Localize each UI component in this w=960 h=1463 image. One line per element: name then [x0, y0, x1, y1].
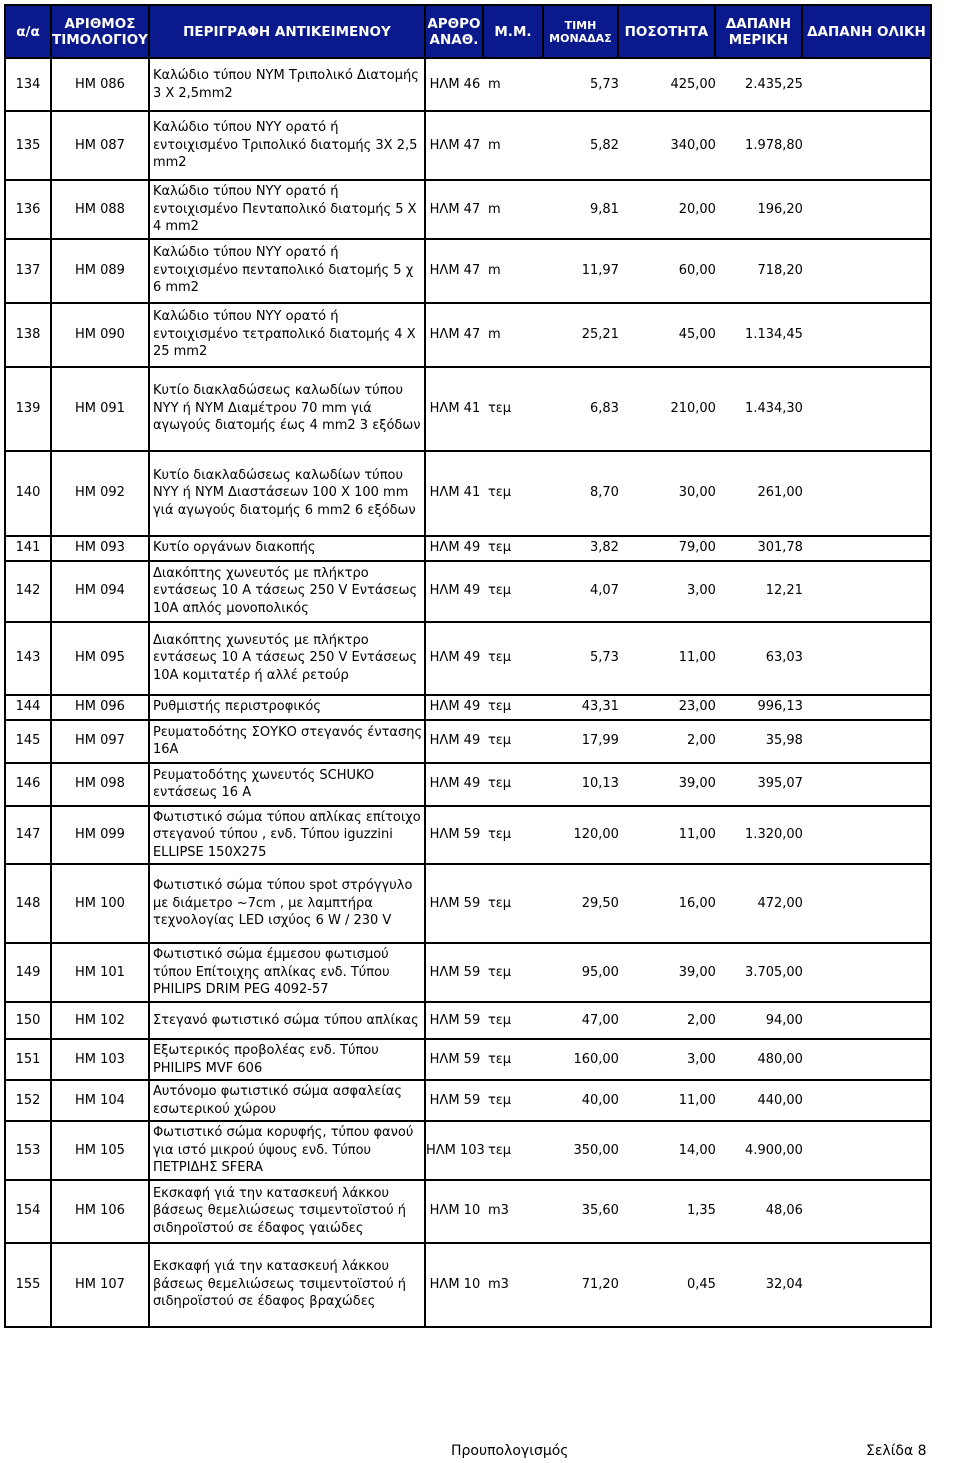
measure-unit: τεμ — [487, 827, 512, 842]
price-code: ΗΜ 102 — [51, 1002, 149, 1039]
measure-unit: m — [487, 262, 501, 278]
unit-price: 4,07 — [589, 583, 619, 599]
unit-price: 8,70 — [589, 485, 619, 501]
header-code: ΑΡΙΘΜΟΣ ΤΙΜΟΛΟΓΙΟΥ — [51, 5, 149, 58]
measure-unit: τεμ — [487, 895, 512, 911]
table-row — [5, 622, 931, 695]
unit-price: 9,81 — [589, 201, 619, 217]
row-values — [425, 451, 931, 536]
quantity: 3,00 — [686, 583, 716, 599]
measure-unit: m — [487, 137, 501, 153]
row-values — [425, 536, 931, 561]
row-number: 139 — [5, 367, 51, 451]
row-number: 152 — [5, 1080, 51, 1121]
row-values — [425, 180, 931, 239]
table-row — [5, 111, 931, 180]
row-number: 151 — [5, 1039, 51, 1080]
partial-cost: 395,07 — [757, 776, 803, 792]
unit-price: 6,83 — [589, 400, 619, 416]
item-description: Φωτιστικό σώμα κορυφής, τύπου φανού για ιστό μικρού ύψους ενδ. Τύπου ΠΕΤΡΙΔΗΣ SFERA — [149, 1121, 425, 1180]
item-description: Φωτιστικό σώμα έμμεσου φωτισμού τύπου Επίτοιχης απλίκας ενδ. Τύπου PHILIPS DRIM PEG 4092-57 — [149, 943, 425, 1002]
table-row — [5, 451, 931, 536]
partial-cost: 261,00 — [757, 485, 803, 501]
unit-price: 95,00 — [581, 964, 619, 980]
partial-cost: 48,06 — [765, 1203, 803, 1219]
article-code: ΗΛΜ 59 — [429, 1051, 481, 1067]
price-code: ΗΜ 087 — [51, 111, 149, 180]
price-code: ΗΜ 088 — [51, 180, 149, 239]
partial-cost: 2.435,25 — [745, 76, 803, 92]
table-row — [5, 1180, 931, 1243]
row-number: 135 — [5, 111, 51, 180]
measure-unit: τεμ — [487, 1092, 512, 1108]
article-code: ΗΛΜ 49 — [429, 583, 481, 599]
article-code: ΗΛΜ 41 — [429, 485, 481, 501]
measure-unit: τεμ — [487, 1142, 512, 1158]
partial-cost: 718,20 — [757, 262, 803, 278]
table-row — [5, 1121, 931, 1180]
table-row — [5, 1080, 931, 1121]
partial-cost: 63,03 — [765, 650, 803, 666]
measure-unit: m — [487, 201, 501, 217]
row-values — [425, 763, 931, 806]
item-description: Καλώδιο τύπου ΝΥΥ ορατό ή εντοιχισμένο Τριπολικό διατομής 3Χ 2,5 mm2 — [149, 111, 425, 180]
article-code: ΗΛΜ 59 — [429, 1012, 481, 1028]
item-description: Κυτίο διακλαδώσεως καλωδίων τύπου ΝΥΥ ή ΝΥΜ Διαμέτρου 70 mm γιά αγωγούς διατομής έως 4 mm2 3 εξόδων — [149, 367, 425, 451]
table-row — [5, 864, 931, 943]
row-number: 155 — [5, 1243, 51, 1327]
row-values — [425, 695, 931, 720]
table-row — [5, 303, 931, 367]
row-number: 150 — [5, 1002, 51, 1039]
header-unit: Μ.Μ. — [483, 5, 543, 58]
item-description: Φωτιστικό σώμα τύπου spot στρόγγυλο με διάμετρο ~7cm , με λαμπτήρα τεχνολογίας LED ισχύος 6 W / 230 V — [149, 864, 425, 943]
row-values — [425, 943, 931, 1002]
row-values — [425, 806, 931, 865]
quantity: 0,45 — [686, 1276, 716, 1292]
partial-cost: 4.900,00 — [745, 1142, 803, 1158]
price-code: ΗΜ 086 — [51, 58, 149, 111]
row-values — [425, 622, 931, 695]
partial-cost: 12,21 — [765, 583, 803, 599]
price-code: ΗΜ 103 — [51, 1039, 149, 1080]
item-description: Κυτίο διακλαδώσεως καλωδίων τύπου ΝΥΥ ή ΝΥΜ Διαστάσεων 100 Χ 100 mm γιά αγωγούς διατομής 6 mm2 6 εξόδων — [149, 451, 425, 536]
row-number: 137 — [5, 239, 51, 303]
unit-price: 160,00 — [573, 1051, 619, 1067]
price-code: ΗΜ 100 — [51, 864, 149, 943]
table-row — [5, 1002, 931, 1039]
row-values — [425, 239, 931, 303]
item-description: Καλώδιο τύπου ΝΥΥ ορατό ή εντοιχισμένο πενταπολικό διατομής 5 χ 6 mm2 — [149, 239, 425, 303]
item-description: Εξωτερικός προβολέας ενδ. Τύπου PHILIPS MVF 606 — [149, 1039, 425, 1080]
header-partial: ΔΑΠΑΝΗ ΜΕΡΙΚΗ — [715, 5, 802, 58]
table-row — [5, 943, 931, 1002]
item-description: Διακόπτης χωνευτός με πλήκτρο εντάσεως 10 Α τάσεως 250 V Εντάσεως 10Α απλός μονοπολικός — [149, 561, 425, 622]
price-code: ΗΜ 099 — [51, 806, 149, 865]
measure-unit: m3 — [487, 1276, 509, 1292]
partial-cost: 1.434,30 — [745, 400, 803, 416]
row-values — [425, 58, 931, 111]
partial-cost: 35,98 — [765, 733, 803, 749]
unit-price: 11,97 — [581, 262, 619, 278]
article-code: ΗΛΜ 41 — [429, 400, 481, 416]
price-code: ΗΜ 090 — [51, 303, 149, 367]
article-code: ΗΛΜ 49 — [429, 776, 481, 792]
quantity: 3,00 — [686, 1051, 716, 1067]
header-price: ΤΙΜΗ ΜΟΝΑΔΑΣ — [543, 5, 618, 58]
table-row — [5, 806, 931, 865]
partial-cost: 480,00 — [757, 1051, 803, 1067]
table-row — [5, 1243, 931, 1327]
table-row — [5, 367, 931, 451]
table-row — [5, 536, 931, 561]
row-values — [425, 1080, 931, 1121]
price-code: ΗΜ 105 — [51, 1121, 149, 1180]
article-code: ΗΛΜ 47 — [429, 201, 481, 217]
row-number: 154 — [5, 1180, 51, 1243]
footer-page-number: Σελίδα 8 — [866, 1443, 927, 1459]
row-number: 149 — [5, 943, 51, 1002]
row-values — [425, 561, 931, 622]
price-code: ΗΜ 089 — [51, 239, 149, 303]
quantity: 39,00 — [678, 964, 716, 980]
partial-cost: 472,00 — [757, 895, 803, 911]
item-description: Ρευματοδότης ΣΟΥΚΟ στεγανός έντασης 16Α — [149, 720, 425, 763]
header-article: ΑΡΘΡΟ ΑΝΑΘ. — [425, 5, 483, 58]
partial-cost: 3.705,00 — [745, 964, 803, 980]
item-description: Καλώδιο τύπου ΝΥΥ ορατό ή εντοιχισμένο Πενταπολικό διατομής 5 Χ 4 mm2 — [149, 180, 425, 239]
quantity: 23,00 — [678, 699, 716, 715]
row-number: 136 — [5, 180, 51, 239]
article-code: ΗΛΜ 49 — [429, 540, 481, 556]
item-description: Καλώδιο τύπου ΝΥΥ ορατό ή εντοιχισμένο τετραπολικό διατομής 4 Χ 25 mm2 — [149, 303, 425, 367]
measure-unit: τεμ — [487, 540, 512, 556]
price-code: ΗΜ 094 — [51, 561, 149, 622]
row-number: 147 — [5, 806, 51, 865]
unit-price: 43,31 — [581, 699, 619, 715]
quantity: 11,00 — [678, 1092, 716, 1108]
header-qty: ΠΟΣΟΤΗΤΑ — [618, 5, 715, 58]
item-description: Καλώδιο τύπου ΝΥΜ Τριπολικό Διατομής 3 Χ 2,5mm2 — [149, 58, 425, 111]
row-number: 148 — [5, 864, 51, 943]
item-description: Εκσκαφή γιά την κατασκευή λάκκου βάσεως θεμελιώσεως τσιμεντοϊστού ή σιδηροϊστού σε έδαφος γαιώδες — [149, 1180, 425, 1243]
measure-unit: τεμ — [487, 400, 512, 416]
article-code: ΗΛΜ 10 — [429, 1276, 481, 1292]
unit-price: 17,99 — [581, 733, 619, 749]
row-number: 143 — [5, 622, 51, 695]
measure-unit: τεμ — [487, 776, 512, 792]
article-code: ΗΛΜ 49 — [429, 650, 481, 666]
table-row — [5, 695, 931, 720]
measure-unit: τεμ — [487, 1012, 512, 1028]
quantity: 11,00 — [678, 650, 716, 666]
unit-price: 5,82 — [589, 137, 619, 153]
measure-unit: τεμ — [487, 650, 512, 666]
measure-unit: τεμ — [487, 699, 512, 715]
row-number: 146 — [5, 763, 51, 806]
measure-unit: τεμ — [487, 964, 512, 980]
table-row — [5, 1039, 931, 1080]
unit-price: 47,00 — [581, 1012, 619, 1028]
quantity: 60,00 — [678, 262, 716, 278]
item-description: Εκσκαφή γιά την κατασκευή λάκκου βάσεως θεμελιώσεως τσιμεντοϊστού ή σιδηροϊστού σε έδαφος βραχώδες — [149, 1243, 425, 1327]
quantity: 30,00 — [678, 485, 716, 501]
row-number: 142 — [5, 561, 51, 622]
row-values — [425, 864, 931, 943]
unit-price: 29,50 — [581, 895, 619, 911]
row-number: 141 — [5, 536, 51, 561]
item-description: Ρυθμιστής περιστροφικός — [149, 695, 425, 720]
quantity: 340,00 — [670, 137, 716, 153]
unit-price: 35,60 — [581, 1203, 619, 1219]
price-code: ΗΜ 091 — [51, 367, 149, 451]
measure-unit: τεμ — [487, 485, 512, 501]
article-code: ΗΛΜ 59 — [429, 1092, 481, 1108]
row-values — [425, 720, 931, 763]
row-values — [425, 303, 931, 367]
table-row — [5, 720, 931, 763]
row-values — [425, 1002, 931, 1039]
unit-price: 10,13 — [581, 776, 619, 792]
quantity: 2,00 — [686, 1012, 716, 1028]
article-code: ΗΛΜ 59 — [429, 964, 481, 980]
article-code: ΗΛΜ 47 — [429, 262, 481, 278]
row-values — [425, 1121, 931, 1180]
quantity: 45,00 — [678, 326, 716, 342]
article-code: ΗΛΜ 49 — [429, 733, 481, 749]
partial-cost: 196,20 — [757, 201, 803, 217]
header-total: ΔΑΠΑΝΗ ΟΛΙΚΗ — [802, 5, 931, 58]
table-row — [5, 763, 931, 806]
partial-cost: 301,78 — [757, 540, 803, 556]
partial-cost: 94,00 — [765, 1012, 803, 1028]
row-values — [425, 111, 931, 180]
price-code: ΗΜ 092 — [51, 451, 149, 536]
item-description: Ρευματοδότης χωνευτός SCHUKO εντάσεως 16 Α — [149, 763, 425, 806]
table-row — [5, 239, 931, 303]
unit-price: 3,82 — [589, 540, 619, 556]
partial-cost: 1.978,80 — [745, 137, 803, 153]
row-values — [425, 1180, 931, 1243]
table-row — [5, 180, 931, 239]
header-row — [5, 5, 931, 58]
measure-unit: m — [487, 76, 501, 92]
measure-unit: m — [487, 326, 501, 342]
price-code: ΗΜ 106 — [51, 1180, 149, 1243]
measure-unit: τεμ — [487, 583, 512, 599]
price-code: ΗΜ 096 — [51, 695, 149, 720]
measure-unit: τεμ — [487, 1051, 512, 1067]
article-code: ΗΛΜ 47 — [429, 137, 481, 153]
item-description: Στεγανό φωτιστικό σώμα τύπου απλίκας — [149, 1002, 425, 1039]
row-number: 145 — [5, 720, 51, 763]
partial-cost: 996,13 — [757, 699, 803, 715]
article-code: ΗΛΜ 59 — [429, 895, 481, 911]
article-code: ΗΛΜ 59 — [429, 827, 481, 842]
price-code: ΗΜ 104 — [51, 1080, 149, 1121]
article-code: ΗΛΜ 103 — [425, 1142, 485, 1158]
price-code: ΗΜ 093 — [51, 536, 149, 561]
quantity: 16,00 — [678, 895, 716, 911]
quantity: 14,00 — [678, 1142, 716, 1158]
quantity: 210,00 — [670, 400, 716, 416]
item-description: Διακόπτης χωνευτός με πλήκτρο εντάσεως 10 Α τάσεως 250 V Εντάσεως 10Α κομιτατέρ ή αλλέ ρετούρ — [149, 622, 425, 695]
row-number: 144 — [5, 695, 51, 720]
unit-price: 40,00 — [581, 1092, 619, 1108]
quantity: 79,00 — [678, 540, 716, 556]
row-number: 134 — [5, 58, 51, 111]
row-number: 138 — [5, 303, 51, 367]
price-code: ΗΜ 107 — [51, 1243, 149, 1327]
quantity: 425,00 — [670, 76, 716, 92]
price-code: ΗΜ 097 — [51, 720, 149, 763]
unit-price: 25,21 — [581, 326, 619, 342]
article-code: ΗΛΜ 10 — [429, 1203, 481, 1219]
partial-cost: 1.134,45 — [745, 326, 803, 342]
table-row — [5, 58, 931, 111]
row-values — [425, 1039, 931, 1080]
row-values — [425, 1243, 931, 1327]
unit-price: 71,20 — [581, 1276, 619, 1292]
header-aa: α/α — [5, 5, 51, 58]
budget-table — [4, 4, 932, 1328]
header-desc: ΠΕΡΙΓΡΑΦΗ ΑΝΤΙΚΕΙΜΕΝΟΥ — [149, 5, 425, 58]
price-code: ΗΜ 101 — [51, 943, 149, 1002]
footer-document-name: Προυπολογισμός — [451, 1443, 569, 1459]
quantity: 20,00 — [678, 201, 716, 217]
quantity: 1,35 — [686, 1203, 716, 1219]
unit-price: 120,00 — [573, 827, 619, 842]
partial-cost: 440,00 — [757, 1092, 803, 1108]
row-number: 153 — [5, 1121, 51, 1180]
table-row — [5, 561, 931, 622]
quantity: 39,00 — [678, 776, 716, 792]
price-code: ΗΜ 095 — [51, 622, 149, 695]
partial-cost: 1.320,00 — [745, 827, 803, 842]
price-code: ΗΜ 098 — [51, 763, 149, 806]
quantity: 2,00 — [686, 733, 716, 749]
measure-unit: m3 — [487, 1203, 509, 1219]
measure-unit: τεμ — [487, 733, 512, 749]
quantity: 11,00 — [678, 827, 716, 842]
item-description: Αυτόνομο φωτιστικό σώμα ασφαλείας εσωτερικού χώρου — [149, 1080, 425, 1121]
unit-price: 5,73 — [589, 650, 619, 666]
row-values — [425, 367, 931, 451]
article-code: ΗΛΜ 47 — [429, 326, 481, 342]
unit-price: 5,73 — [589, 76, 619, 92]
unit-price: 350,00 — [573, 1142, 619, 1158]
item-description: Κυτίο οργάνων διακοπής — [149, 536, 425, 561]
row-number: 140 — [5, 451, 51, 536]
partial-cost: 32,04 — [765, 1276, 803, 1292]
article-code: ΗΛΜ 46 — [429, 76, 481, 92]
item-description: Φωτιστικό σώμα τύπου απλίκας επίτοιχο στεγανού τύπου , ενδ. Τύπου iguzzini ELLIPSE 150X275 — [149, 806, 425, 865]
article-code: ΗΛΜ 49 — [429, 699, 481, 715]
